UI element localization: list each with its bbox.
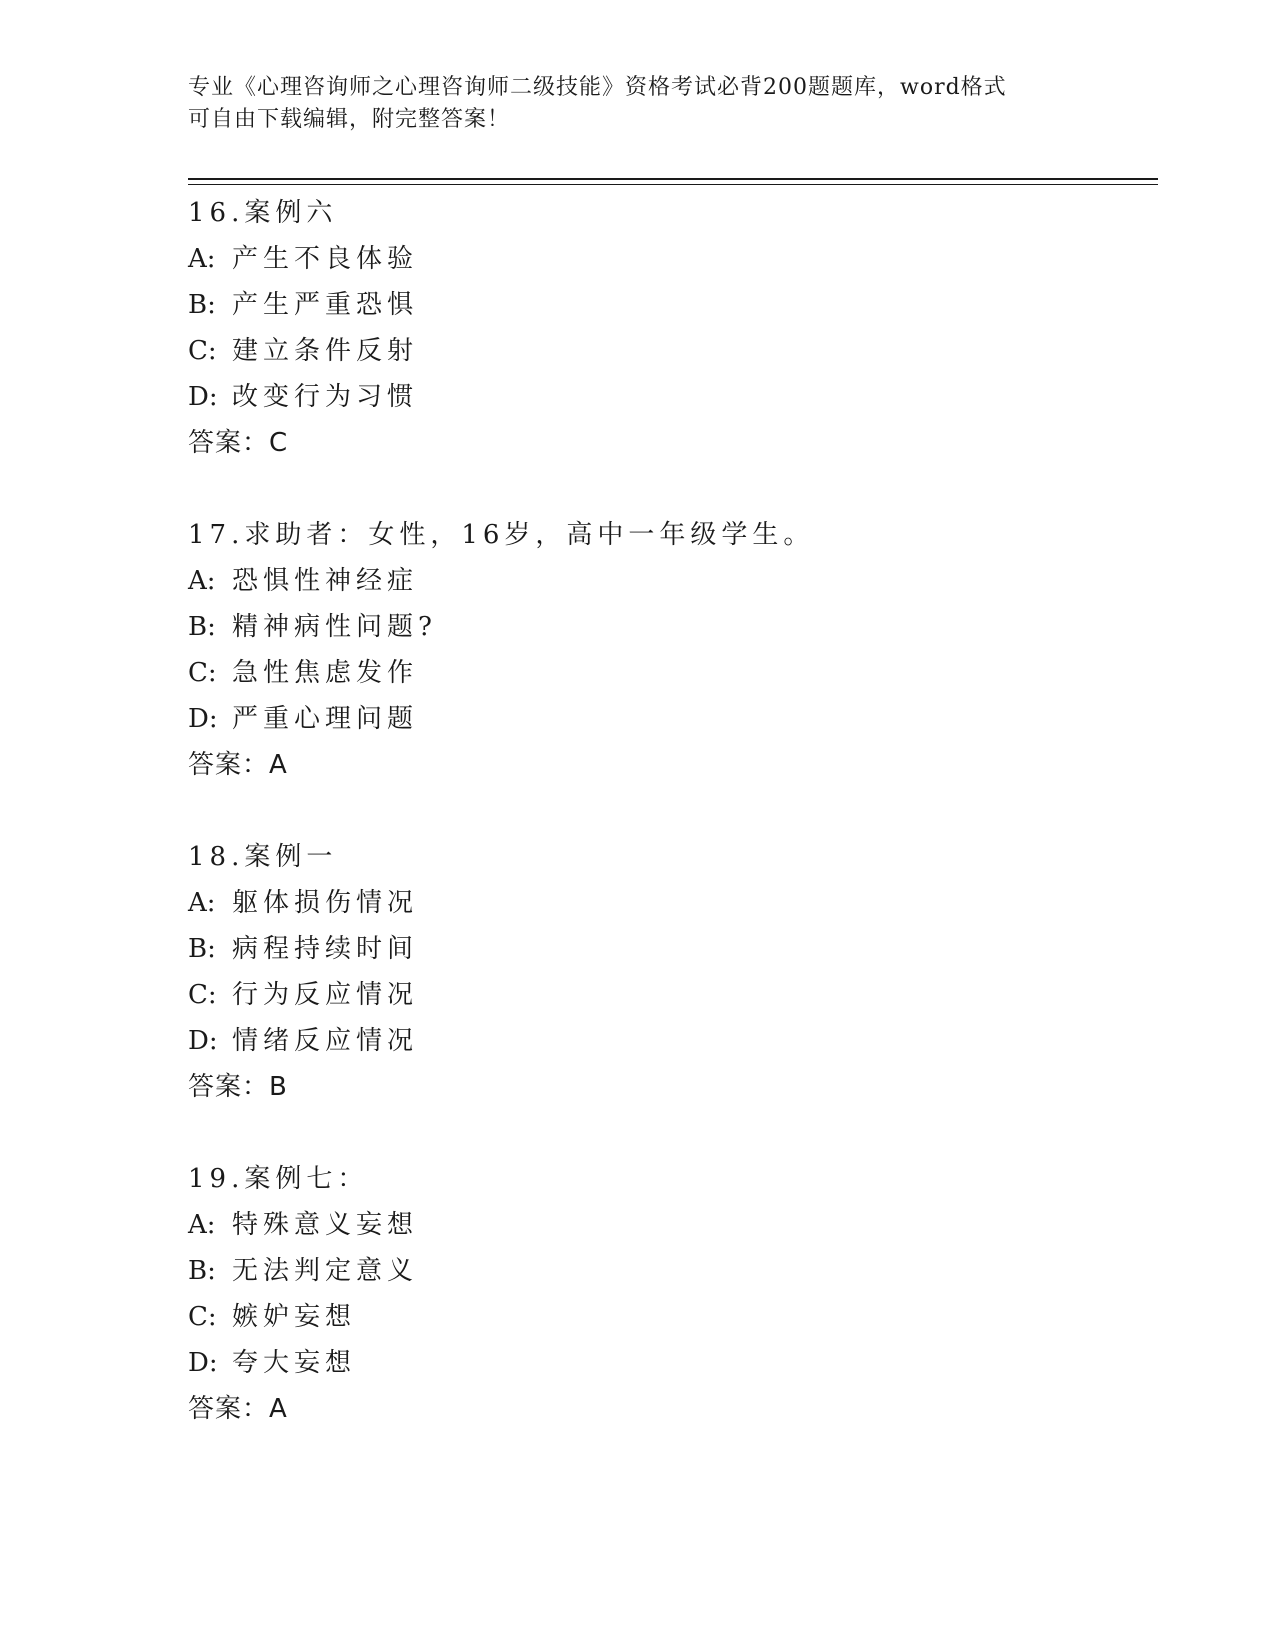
- question-title: 17.求助者：女性，16岁，高中一年级学生。: [188, 520, 815, 550]
- option-key: B:: [188, 934, 216, 964]
- option-key: B:: [188, 290, 216, 320]
- option-d: [188, 374, 1138, 420]
- question-18: [188, 834, 1138, 1110]
- option-c: [188, 1294, 1138, 1340]
- option-text: 嫉妒妄想: [232, 1302, 357, 1332]
- option-key: C:: [188, 1302, 217, 1332]
- option-c: [188, 650, 1138, 696]
- option-text: 改变行为习惯: [232, 382, 419, 412]
- option-key: A:: [188, 566, 216, 596]
- option-key: B:: [188, 612, 216, 642]
- option-b: [188, 926, 1138, 972]
- option-key: D:: [188, 704, 218, 734]
- option-d: [188, 1018, 1138, 1064]
- answer-line: 答案：C: [188, 428, 289, 458]
- option-key: A:: [188, 244, 216, 274]
- header-line-1: 专业《心理咨询师之心理咨询师二级技能》资格考试必背200题题库，word格式: [188, 75, 1007, 100]
- option-key: C:: [188, 336, 217, 366]
- header-divider-thick: [188, 178, 1158, 180]
- option-text: 夸大妄想: [232, 1348, 357, 1378]
- option-text: 行为反应情况: [232, 980, 419, 1010]
- option-key: C:: [188, 980, 217, 1010]
- option-a: [188, 558, 1138, 604]
- option-text: 急性焦虑发作: [232, 658, 419, 688]
- question-title: 19.案例七：: [188, 1164, 369, 1194]
- option-b: [188, 282, 1138, 328]
- option-key: D:: [188, 1348, 218, 1378]
- question-16: [188, 190, 1138, 466]
- document-header: [188, 72, 1088, 136]
- option-text: 特殊意义妄想: [232, 1210, 419, 1240]
- option-text: 躯体损伤情况: [232, 888, 419, 918]
- option-text: 恐惧性神经症: [232, 566, 419, 596]
- answer-line: 答案：A: [188, 750, 288, 780]
- option-c: [188, 328, 1138, 374]
- option-key: D:: [188, 1026, 218, 1056]
- option-text: 产生不良体验: [232, 244, 419, 274]
- question-title: 18.案例一: [188, 842, 338, 872]
- question-list: [188, 190, 1138, 1478]
- option-d: [188, 1340, 1138, 1386]
- option-text: 严重心理问题: [232, 704, 419, 734]
- question-17: [188, 512, 1138, 788]
- option-key: B:: [188, 1256, 216, 1286]
- question-title: 16.案例六: [188, 198, 338, 228]
- option-text: 病程持续时间: [232, 934, 419, 964]
- header-line-2: 可自由下载编辑，附完整答案！: [188, 107, 511, 132]
- option-key: A:: [188, 1210, 216, 1240]
- option-b: [188, 1248, 1138, 1294]
- option-d: [188, 696, 1138, 742]
- header-divider-thin: [188, 184, 1158, 185]
- answer-line: 答案：B: [188, 1072, 288, 1102]
- option-text: 情绪反应情况: [232, 1026, 419, 1056]
- option-text: 建立条件反射: [232, 336, 419, 366]
- question-19: [188, 1156, 1138, 1432]
- option-text: 产生严重恐惧: [232, 290, 419, 320]
- option-c: [188, 972, 1138, 1018]
- option-text: 无法判定意义: [232, 1256, 419, 1286]
- option-a: [188, 236, 1138, 282]
- answer-line: 答案：A: [188, 1394, 288, 1424]
- option-key: A:: [188, 888, 216, 918]
- option-a: [188, 880, 1138, 926]
- option-text: 精神病性问题?: [232, 612, 437, 642]
- option-key: D:: [188, 382, 218, 412]
- option-b: [188, 604, 1138, 650]
- option-key: C:: [188, 658, 217, 688]
- option-a: [188, 1202, 1138, 1248]
